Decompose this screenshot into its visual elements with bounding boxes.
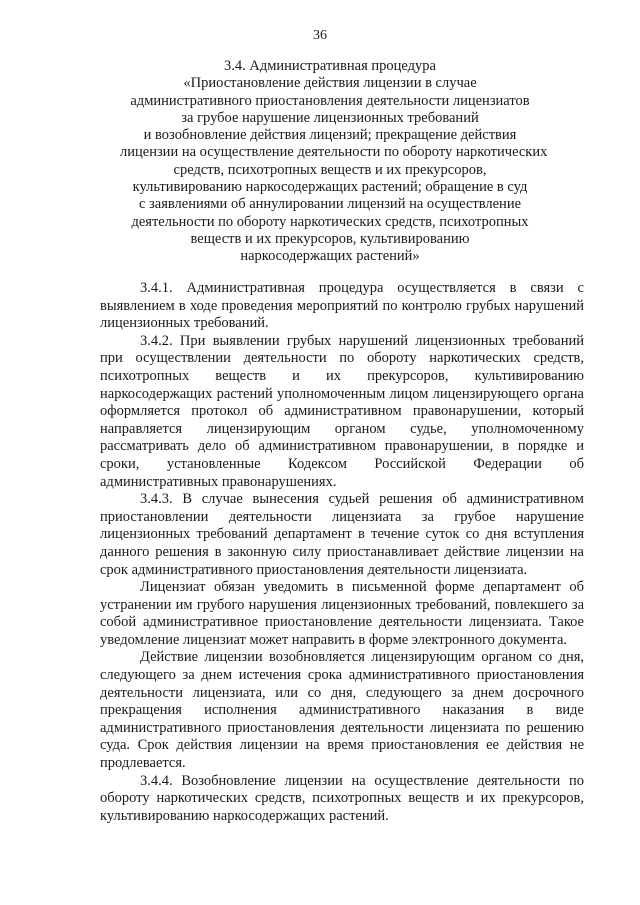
body-text: [100, 280, 584, 825]
heading-line: «Приостановление действия лицензии в случае: [183, 75, 477, 92]
heading-line: за грубое нарушение лицензионных требований: [181, 109, 479, 126]
heading-line: с заявлениями об аннулировании лицензий на осуществление: [138, 196, 522, 213]
page-number: 36: [313, 28, 327, 43]
paragraph-3-4-3: 3.4.3. В случае вынесения судьей решения об административном приостановлении деятельности лицензиата за грубое нарушение лицензионных требований департамент в течение суток со дня вступления данного решения в законную силу приостанавливает действие лицензии на срок административного приостановления деятельности лицензиата.: [100, 491, 584, 578]
section-heading: [120, 58, 548, 266]
heading-line: веществ и их прекурсоров, культивированию: [190, 230, 470, 247]
heading-line: средств, психотропных веществ и их прекурсоров,: [173, 161, 487, 178]
heading-line: административного приостановления деятельности лицензиатов: [130, 92, 530, 109]
paragraph-3-4-4: 3.4.4. Возобновление лицензии на осуществление деятельности по обороту наркотических средств, психотропных веществ и их прекурсоров, культивированию наркосодержащих растений.: [100, 772, 584, 824]
heading-line: 3.4. Административная процедура: [224, 58, 436, 74]
heading-line: и возобновление действия лицензий; прекращение действия: [143, 127, 517, 144]
heading-line: деятельности по обороту наркотических средств, психотропных: [131, 213, 529, 230]
heading-line: лицензии на осуществление деятельности по обороту наркотических: [120, 144, 548, 161]
paragraph-license-resumption: Действие лицензии возобновляется лицензирующим органом со дня, следующего за днем истечения срока административного приостановления деятельности лицензиата, или со дня, следующего за днем досрочного прекращения исполнения административного наказания в виде административного приостановления деятельности лицензиата по решению суда. Срок действия лицензии на время приостановления ее действия не продлевается.: [100, 649, 584, 772]
paragraph-3-4-1: 3.4.1. Административная процедура осуществляется в связи с выявлением в ходе проведения мероприятий по контролю грубых нарушений лицензионных требований.: [100, 280, 584, 332]
paragraph-3-4-2: 3.4.2. При выявлении грубых нарушений лицензионных требований при осуществлении деятельности по обороту наркотических средств, психотропных веществ и их прекурсоров, культивированию наркосодержащих растений уполномоченным лицом лицензирующего органа оформляется протокол об административном правонарушении, который направляется лицензирующим органом судье, уполномоченному рассматривать дело об административном правонарушении, в порядке и сроки, установленные Кодексом Российской Федерации об административных правонарушениях.: [100, 332, 584, 490]
heading-line: наркосодержащих растений»: [240, 248, 420, 265]
heading-line: культивированию наркосодержащих растений; обращение в суд: [132, 179, 528, 196]
paragraph-licensee-notice: Лицензиат обязан уведомить в письменной форме департамент об устранении им грубого нарушения лицензионных требований, повлекшего за собой административное приостановление деятельности лицензиата. Такое уведомление лицензиат может направить в форме электронного документа.: [100, 579, 584, 648]
